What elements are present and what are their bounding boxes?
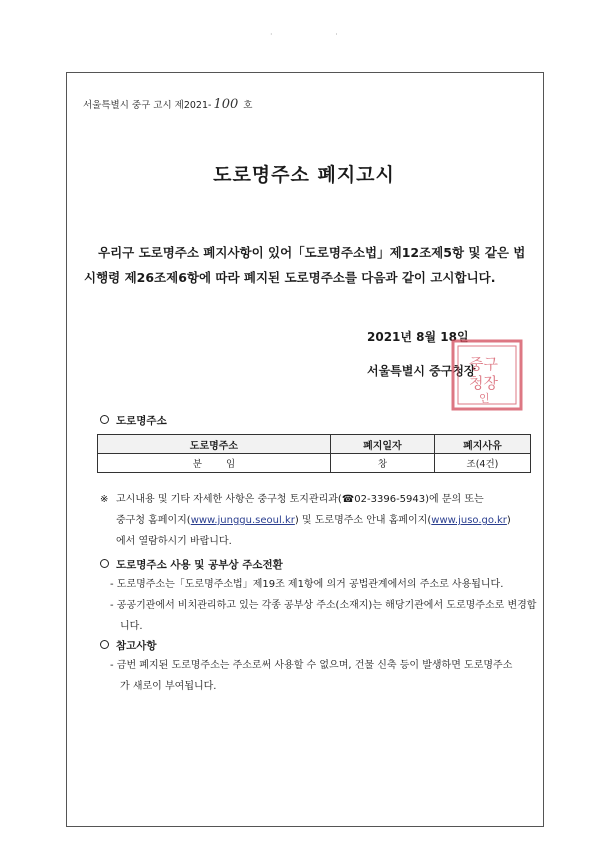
list-item: - 도로명주소는「도로명주소법」제19조 제1항에 의거 공법관계에서의 주소로 사용됩니다.	[110, 579, 504, 590]
section-reference-label: 참고사항	[116, 640, 157, 652]
notice-number-suffix: 호	[243, 100, 253, 111]
table-row	[98, 454, 531, 473]
notice-date: 2021년 8월 18일	[367, 330, 469, 344]
section-road-address-label: 도로명주소	[116, 415, 167, 427]
juso-homepage-link[interactable]: www.juso.go.kr	[431, 515, 507, 526]
section-reference	[100, 638, 157, 653]
official-seal-icon	[447, 335, 527, 415]
usage-list	[110, 574, 540, 637]
seal-text-2: 청장	[469, 374, 498, 392]
seal-text-1: 중구	[469, 355, 498, 373]
section-usage-label: 도로명주소 사용 및 공부상 주소전환	[116, 559, 283, 571]
note-line-2c: )	[506, 515, 511, 526]
notice-number	[83, 97, 252, 112]
list-item: - 공공기관에서 비치관리하고 있는 각종 공부상 주소(소재지)는 해당기관에서 도로명주소로 변경합니다.	[110, 600, 537, 632]
table-header-row	[98, 435, 531, 454]
section-usage	[100, 557, 283, 572]
table-cell-abolish-date: 창	[330, 454, 434, 473]
note-line-2	[116, 510, 540, 531]
table-cell-road-address: 분 임	[98, 454, 331, 473]
note-line-2b: ) 및 도로명주소 안내 홈페이지(	[294, 515, 432, 526]
list-item: - 금번 폐지된 도로명주소는 주소로써 사용할 수 없으며, 건물 신축 등이 발생하면 도로명주소가 새로이 부여됩니다.	[110, 660, 513, 692]
table-header-abolish-reason: 폐지사유	[434, 435, 530, 454]
circle-bullet-icon	[100, 640, 109, 649]
junggu-homepage-link[interactable]: www.junggu.seoul.kr	[190, 515, 295, 526]
note-line-2a: 중구청 홈페이지(	[116, 515, 191, 526]
table-header-abolish-date: 폐지일자	[330, 435, 434, 454]
note-line-1: 고시내용 및 기타 자세한 사항은 중구청 토지관리과(☎02-3396-5943)에 문의 또는	[116, 494, 484, 505]
abolished-address-table	[97, 434, 531, 473]
issuer-name: 서울특별시 중구청장	[367, 364, 476, 378]
circle-bullet-icon	[100, 559, 109, 568]
note-line-3: 에서 열람하시기 바랍니다.	[116, 536, 232, 547]
notice-number-prefix: 서울특별시 중구 고시 제2021-	[83, 100, 212, 111]
reference-list	[110, 655, 520, 697]
scan-marks: · ·	[270, 30, 368, 39]
notice-body-line-1: 우리구 도로명주소 폐지사항이 있어「도로명주소법」제12조제5항 및 같은 법	[98, 245, 526, 260]
table-cell-abolish-reason: 조(4건)	[434, 454, 530, 473]
notice-body	[84, 240, 534, 290]
contact-note	[100, 489, 540, 552]
circle-bullet-icon	[100, 415, 109, 424]
page-title: 도로명주소 폐지고시	[213, 164, 395, 186]
notice-number-handwritten: 100	[213, 97, 239, 112]
section-road-address	[100, 413, 167, 428]
table-header-road-address: 도로명주소	[98, 435, 331, 454]
notice-body-line-2: 시행령 제26조제6항에 따라 폐지된 도로명주소를 다음과 같이 고시합니다.	[84, 270, 496, 285]
note-mark: ※	[100, 494, 109, 505]
seal-text-3: 인	[479, 392, 490, 405]
